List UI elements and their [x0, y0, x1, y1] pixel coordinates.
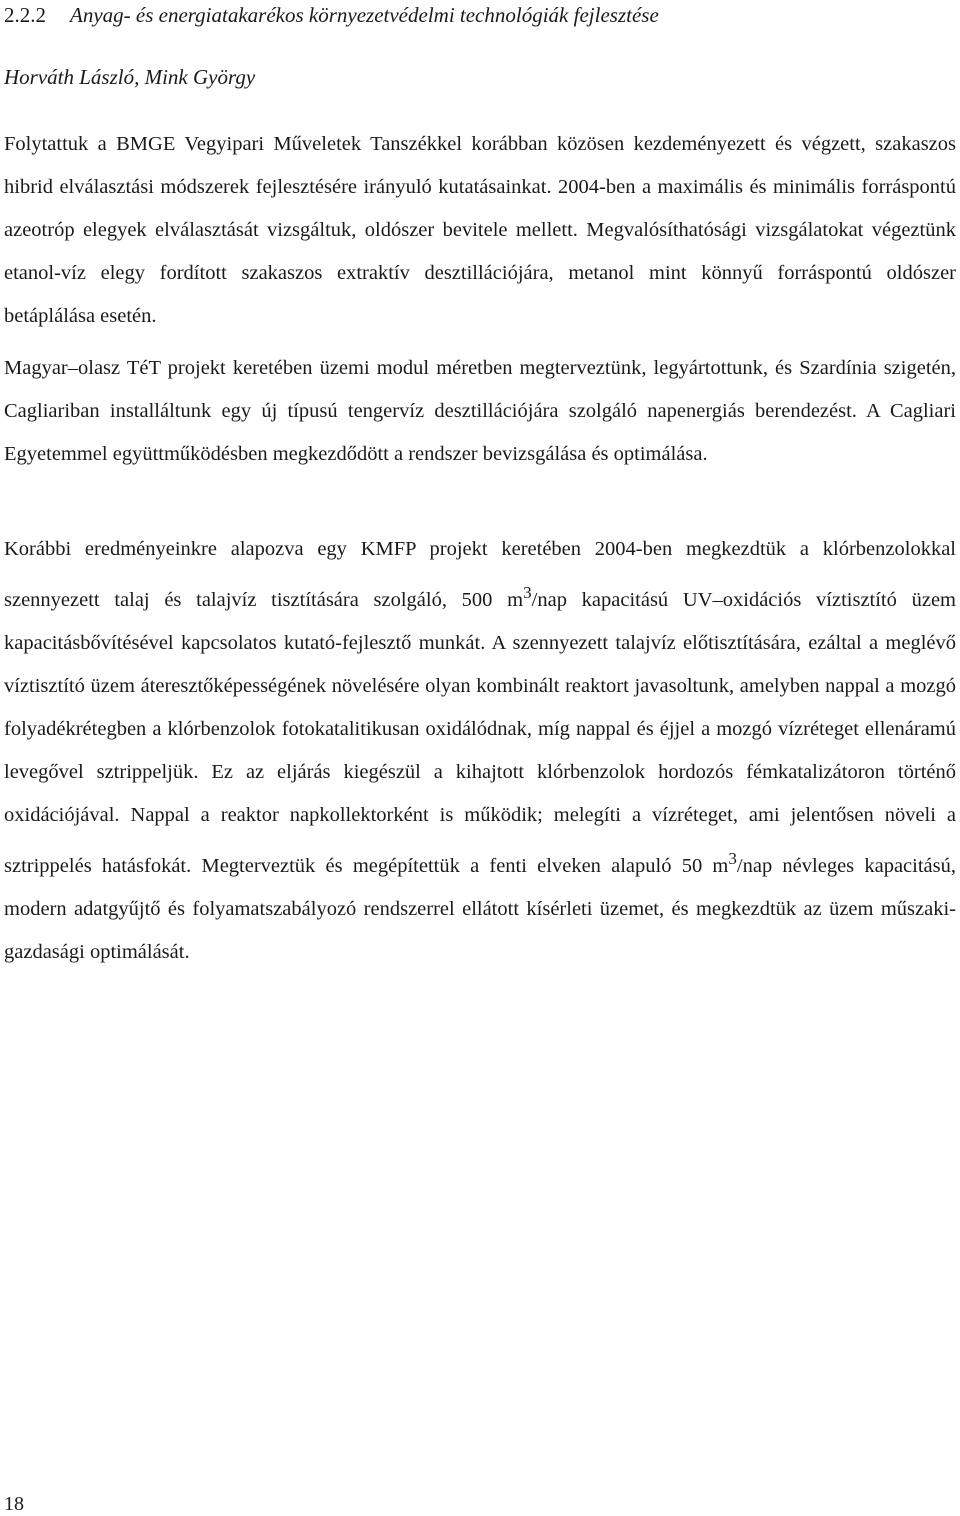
superscript-cubic-1: 3	[523, 583, 532, 602]
paragraph-2: Magyar–olasz TéT projekt keretében üzemi modul méretben megterveztünk, legyártottunk, és Szardínia szigetén, Cagliariban installáltunk egy új típusú tengervíz desztillációjára szolgáló napenergiás berendezést. A Cagliari Egyetemmel együttműködésben megkezdődött a rendszer bevizsgálása és optimálása.	[4, 357, 956, 465]
paragraph-1: Folytattuk a BMGE Vegyipari Műveletek Tanszékkel korábban közösen kezdeményezett és végzett, szakaszos hibrid elválasztási módszerek fejlesztésére irányuló kutatásainkat. 2004-ben a maximális és minimális forráspontú azeotróp elegyek elválasztását vizsgáltuk, oldószer bevitele mellett. Megvalósíthatósági vizsgálatokat végeztünk etanol-víz elegy fordított szakaszos extraktív desztillációjára, metanol mint könnyű forráspontú oldószer betáplálása esetén.	[4, 133, 956, 327]
section-title: Anyag- és energiatakarékos környezetvédelmi technológiák fejlesztése	[70, 3, 659, 27]
page-number: 18	[4, 1493, 24, 1515]
superscript-cubic-2: 3	[728, 848, 737, 868]
section-heading	[4, 0, 954, 30]
paragraph-3	[4, 528, 956, 974]
paragraph-3-text-part-3: /nap névleges kapacitású, modern adatgyűjtő és folyamatszabályozó rendszerrel ellátott kísérleti üzemet, és megkezdtük az üzem műszaki-gazdasági optimálását.	[4, 854, 956, 963]
section-number: 2.2.2	[4, 3, 46, 27]
paragraph-3-text-part-2: /nap kapacitású UV–oxidációs víztisztító üzem kapacitásbővítésével kapcsolatos kutató-fejlesztő munkát. A szennyezett talajvíz előtisztítására, ezáltal a meglévő víztisztító üzem áteresztőképességének növelésére olyan kombinált reaktort javasoltunk, amelyben nappal a mozgó folyadékrétegben a klórbenzolok fotokatalitikusan oxidálódnak, míg nappal és éjjel a mozgó vízréteget ellenáramú levegővel sztrippeljük. Ez az eljárás kiegészül a kihajtott klórbenzolok hordozós fémkatalizátoron történő oxidációjával. Nappal a reaktor napkollektorként is működik; melegíti a vízréteget, ami jelentősen növeli a sztrippelés hatásfokát. Megterveztük és megépítettük a fenti elveken alapuló 50 m	[4, 588, 956, 877]
authors-line: Horváth László, Mink György	[4, 65, 256, 89]
paragraph-3-text-part-1: Korábbi eredményeinkre alapozva egy KMFP projekt keretében 2004-ben megkezdtük a klórbenzolokkal szennyezett talaj és talajvíz tisztítására szolgáló, 500 m	[4, 538, 956, 611]
